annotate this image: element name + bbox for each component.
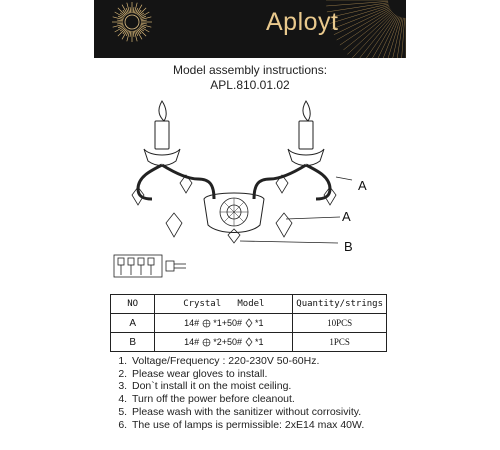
table-row — [111, 314, 387, 333]
sunburst-ray — [127, 31, 130, 42]
crystal-count: *1+50# — [213, 317, 242, 328]
callout-a-lower: A — [342, 209, 351, 224]
row-crystal — [155, 314, 293, 333]
crystal-bead-icon — [202, 338, 211, 347]
crystal-bead-icon — [202, 319, 211, 328]
sunburst-ray — [130, 7, 131, 13]
sunburst-ray — [137, 29, 141, 34]
crystal-drop-count: *1 — [255, 336, 264, 347]
sunburst-ray — [127, 3, 130, 14]
row-qty: 10PCS — [293, 314, 387, 333]
crystal-size: 14# — [184, 336, 200, 347]
sunburst-ray — [134, 3, 137, 14]
list-item: 5. Please wash with the sanitizer without corrosivity. — [130, 406, 364, 419]
header-no: NO — [111, 295, 155, 314]
sunburst-ray — [141, 17, 152, 20]
candle-right — [299, 121, 313, 149]
list-item: 4. Turn off the power before cleanout. — [130, 393, 364, 406]
sunburst-ray — [347, 12, 392, 54]
list-item: 2. Please wear gloves to install. — [130, 368, 364, 381]
sunburst-ray — [117, 20, 123, 21]
table-row — [111, 333, 387, 352]
candle-left — [155, 121, 169, 149]
header-qty: Quantity/strings — [293, 295, 387, 314]
row-qty: 1PCS — [293, 333, 387, 352]
crystal-drop-icon — [276, 213, 292, 237]
sunburst-ray — [139, 13, 144, 17]
sunburst-ray — [340, 10, 391, 45]
sunburst-ray — [352, 13, 394, 58]
sunburst-ray — [130, 31, 131, 37]
crystal-drop-icon — [228, 229, 240, 243]
list-item: 3. Don`t install it on the moist ceiling. — [130, 380, 364, 393]
list-item: 6. The use of lamps is permissible: 2xE14 max 40W. — [130, 419, 364, 432]
sunburst-ray — [113, 17, 124, 20]
sunburst-ray — [113, 24, 124, 27]
sunburst-ray — [133, 31, 134, 37]
sunburst-ray — [141, 23, 147, 24]
sunburst-ray — [139, 27, 144, 31]
sunburst-ray — [337, 9, 391, 40]
sunburst-ray — [120, 13, 125, 17]
flame-left-icon — [159, 101, 166, 121]
model-code: APL.810.01.02 — [210, 78, 290, 92]
bobeche-right — [288, 149, 324, 166]
crystal-drop-icon — [245, 318, 253, 328]
bobeche-left — [144, 149, 180, 166]
crystal-drop-icon — [245, 337, 253, 347]
crystal-drop-icon — [166, 213, 182, 237]
sunburst-logo-icon — [94, 0, 406, 58]
sunburst-ray — [326, 1, 388, 6]
crystal-spec-table — [110, 294, 387, 352]
row-no: A — [111, 314, 155, 333]
list-item: 1. Voltage/Frequency : 220-230V 50-60Hz. — [130, 355, 364, 368]
sunburst-ray — [141, 24, 152, 27]
header-crystal: Crystal Model — [155, 295, 293, 314]
row-crystal — [155, 333, 293, 352]
instruction-notes — [108, 355, 364, 431]
brand-banner — [94, 0, 406, 58]
row-no: B — [111, 333, 155, 352]
crystal-count: *2+50# — [213, 336, 242, 347]
sunburst-ray — [120, 27, 125, 31]
sunburst-ray — [133, 7, 134, 13]
crystal-drop-count: *1 — [255, 317, 264, 328]
sunburst-ray — [388, 18, 402, 58]
flame-right-icon — [303, 101, 310, 121]
wiring-block-icon — [108, 251, 188, 281]
callout-a-upper: A — [358, 178, 367, 193]
sunburst-ray — [361, 15, 396, 58]
brand-name: Aployt — [266, 8, 339, 36]
sunburst-ray — [123, 29, 127, 34]
callout-b: B — [344, 239, 353, 254]
chandelier-drawing — [100, 95, 400, 255]
sunburst-ray — [137, 10, 141, 15]
sunburst-ray — [141, 20, 147, 21]
sunburst-ray — [134, 31, 137, 42]
page-title: Model assembly instructions: — [172, 63, 328, 77]
sunburst-ray — [117, 23, 123, 24]
sunburst-ray — [123, 10, 127, 15]
crystal-size: 14# — [184, 317, 200, 328]
